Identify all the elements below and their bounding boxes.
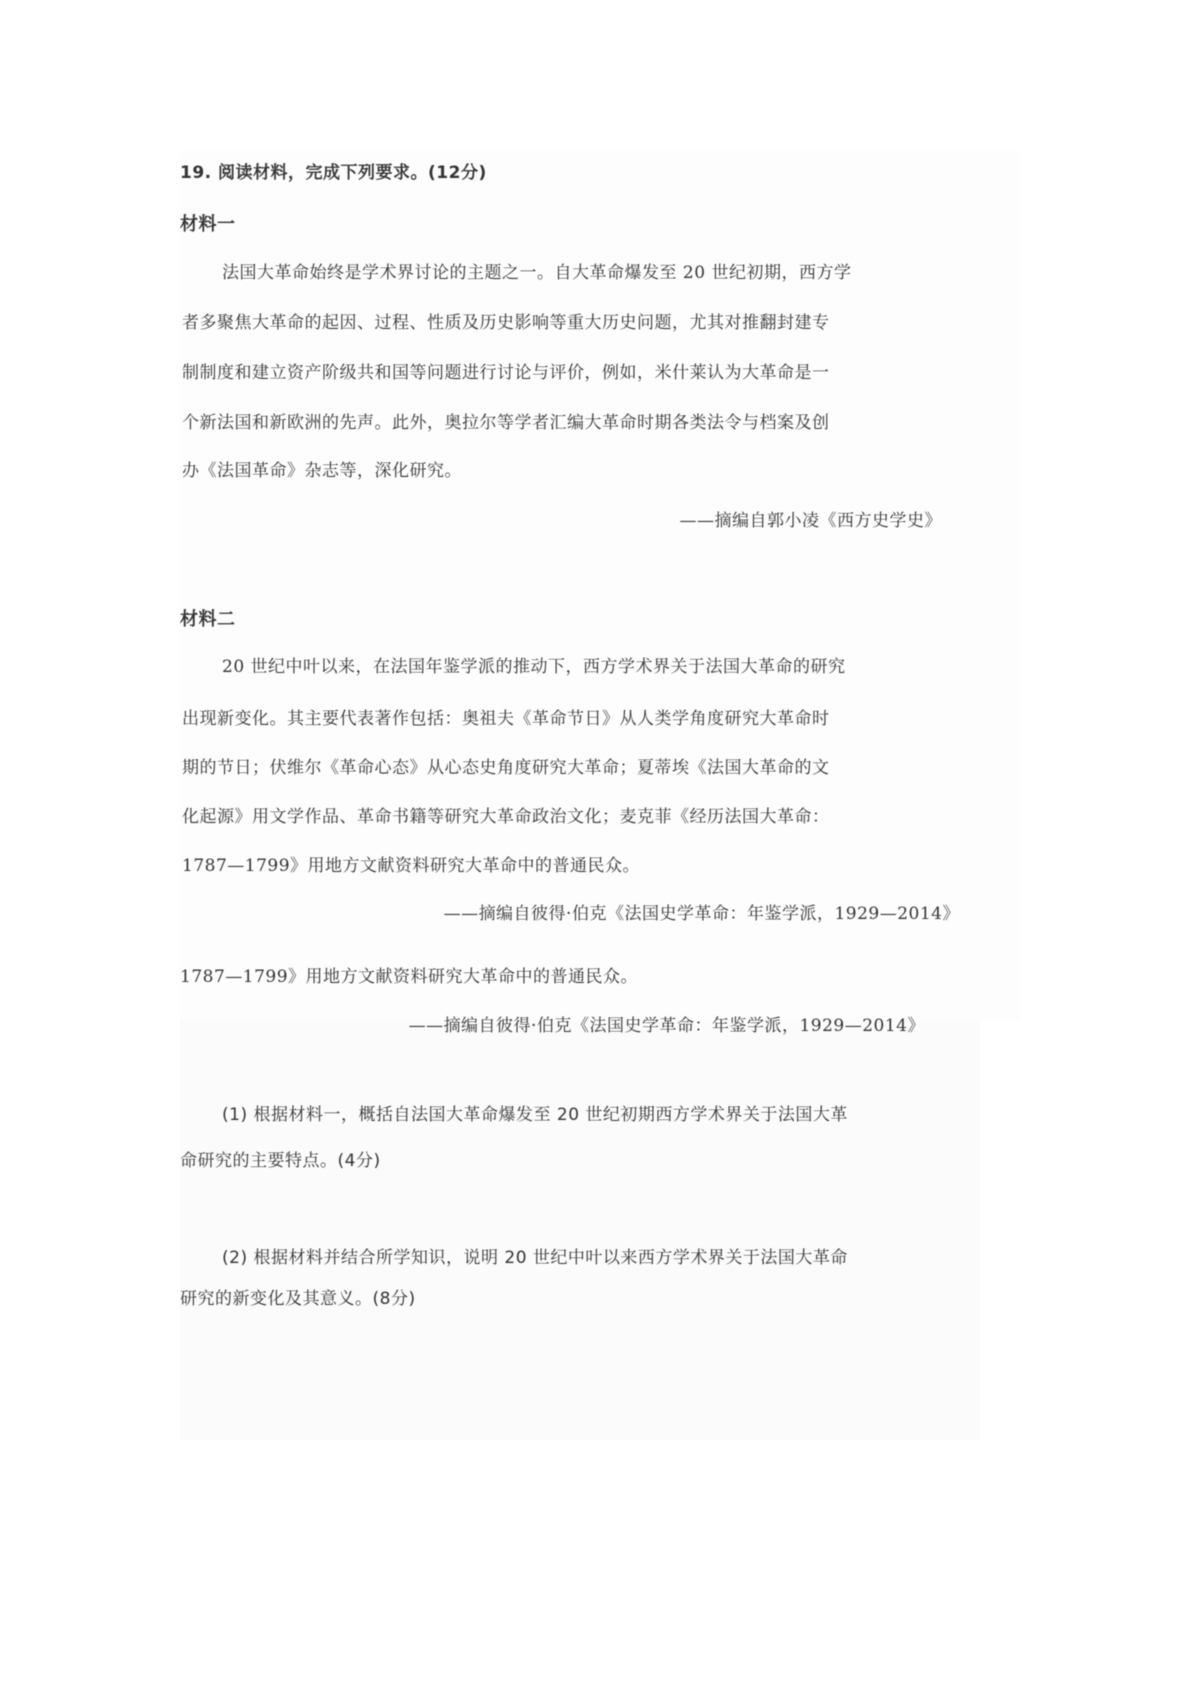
subquestion-1-line-1: (1) 根据材料一，概括自法国大革命爆发至 20 世纪初期西方学术界关于法国大革 [222, 1105, 848, 1125]
subquestion-2-line-2: 研究的新变化及其意义。(8分) [180, 1289, 416, 1309]
material-1-heading: 材料一 [180, 214, 236, 235]
subquestion-2-line-1: (2) 根据材料并结合所学知识，说明 20 世纪中叶以来西方学术界关于法国大革命 [222, 1248, 848, 1268]
material-1-line: 制制度和建立资产阶级共和国等问题进行讨论与评价，例如，米什莱认为大革命是一 [182, 363, 830, 383]
material-1-line: 办《法国革命》杂志等，深化研究。 [182, 461, 462, 481]
material-2-line: 期的节日；伏维尔《革命心态》从心态史角度研究大革命；夏蒂埃《法国大革命的文 [182, 758, 830, 778]
material-2-line: 出现新变化。其主要代表著作包括：奥祖夫《革命节日》从人类学角度研究大革命时 [182, 709, 830, 729]
material-1-line: 个新法国和新欧洲的先声。此外，奥拉尔等学者汇编大革命时期各类法令与档案及创 [182, 413, 830, 433]
material-2-line: 化起源》用文学作品、革命书籍等研究大革命政治文化；麦克菲《经历法国大革命： [182, 807, 830, 827]
material-2-line: 20 世纪中叶以来，在法国年鉴学派的推动下，西方学术界关于法国大革命的研究 [222, 657, 846, 677]
material-2-source: ——摘编自彼得·伯克《法国史学革命：年鉴学派，1929—2014》 [443, 904, 960, 924]
repeated-source: ——摘编自彼得·伯克《法国史学革命：年鉴学派，1929—2014》 [408, 1016, 925, 1036]
material-2-line: 1787—1799》用地方文献资料研究大革命中的普通民众。 [182, 856, 641, 876]
material-2-heading: 材料二 [180, 609, 236, 630]
repeated-line: 1787—1799》用地方文献资料研究大革命中的普通民众。 [180, 967, 639, 987]
subquestion-1-line-2: 命研究的主要特点。(4分) [180, 1151, 381, 1171]
scanned-block-lower [180, 1020, 980, 1440]
material-1-source: ——摘编自郭小凌《西方史学史》 [679, 511, 942, 531]
material-1-line: 法国大革命始终是学术界讨论的主题之一。自大革命爆发至 20 世纪初期，西方学 [222, 263, 852, 283]
question-title: 19. 阅读材料，完成下列要求。(12分) [180, 163, 487, 183]
material-1-line: 者多聚焦大革命的起因、过程、性质及历史影响等重大历史问题，尤其对推翻封建专 [182, 313, 830, 333]
